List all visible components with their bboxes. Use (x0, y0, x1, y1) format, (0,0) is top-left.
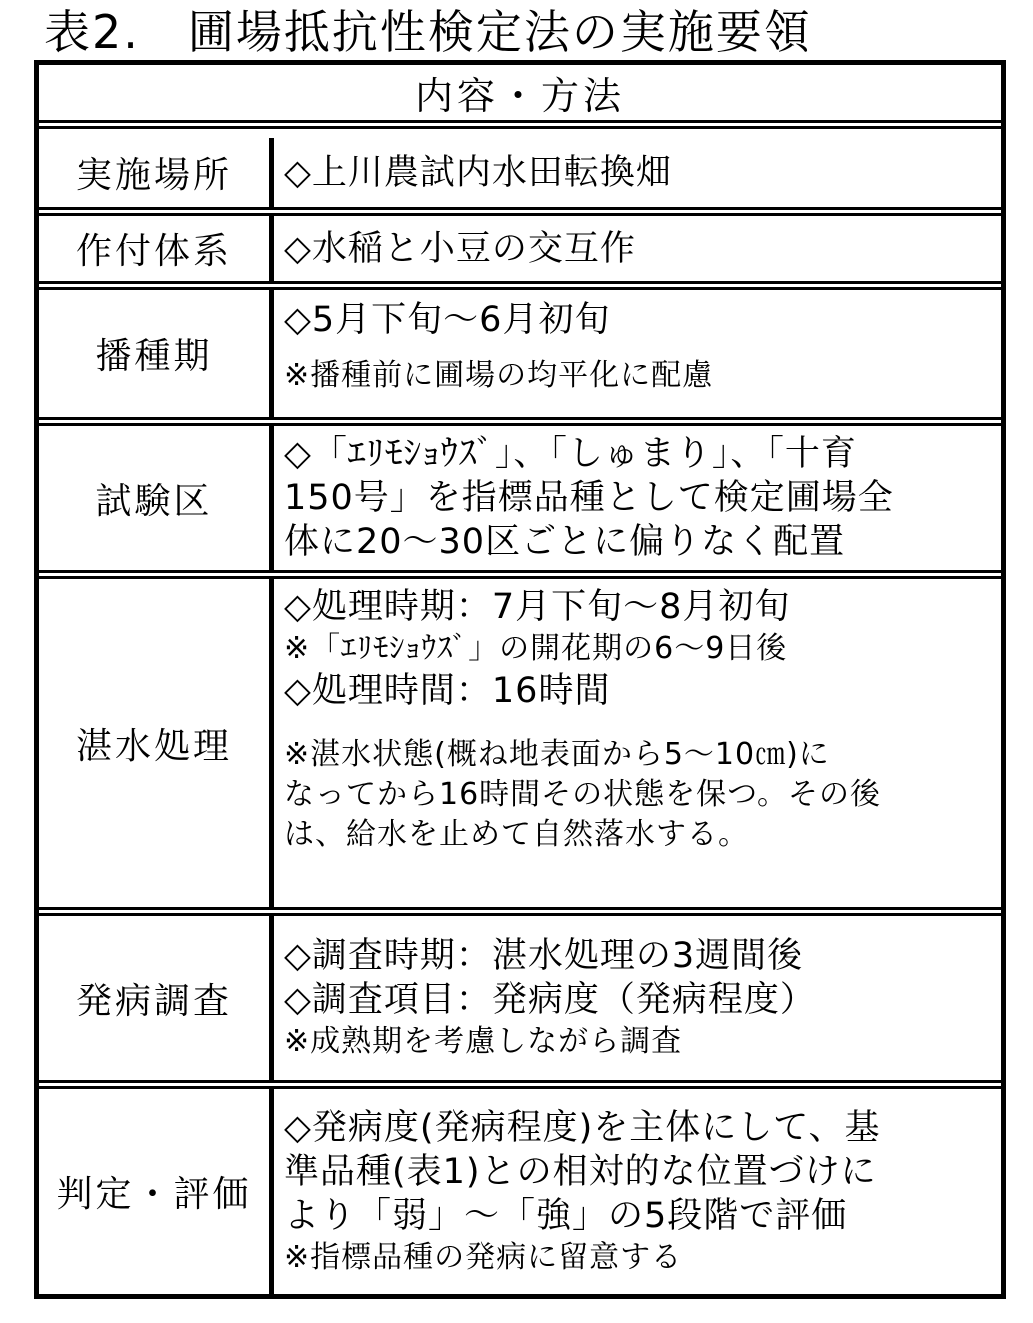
content-line: ※成熟期を考慮しながら調査 (284, 1024, 683, 1059)
row-label: 試験区 (39, 426, 274, 570)
row-content (274, 579, 1001, 907)
table-row (39, 207, 1001, 281)
content-line: なってから16時間その状態を保つ。その後 (284, 777, 881, 812)
content-line: ◇調査項目：発病度（発病程度） (284, 980, 816, 1020)
row-content (274, 138, 1001, 207)
row-content (274, 916, 1001, 1080)
row-label: 発病調査 (39, 916, 274, 1080)
content-line: ※湛水状態(概ね地表面から5～10㎝)に (284, 737, 830, 772)
content-line: ◇水稲と小豆の交互作 (284, 228, 636, 269)
content-line: 準品種(表1)との相対的な位置づけに (284, 1151, 877, 1192)
row-content (274, 290, 1001, 417)
content-line: ◇処理時間：16時間 (284, 671, 611, 711)
content-line: ◇処理時期：7月下旬～8月初旬 (284, 587, 791, 627)
table-row (39, 907, 1001, 1080)
content-line: ◇5月下旬～6月初旬 (284, 300, 611, 340)
row-label: 播種期 (39, 290, 274, 417)
table-title: 表2. 圃場抵抗性検定法の実施要領 (44, 5, 812, 59)
row-label: 作付体系 (39, 216, 274, 281)
table-header: 内容・方法 (39, 65, 1001, 129)
content-line: は、給水を止めて自然落水する。 (284, 817, 749, 852)
content-line: ◇調査時期：湛水処理の3週間後 (284, 936, 804, 976)
content-line: 体に20～30区ごとに偏りなく配置 (284, 522, 846, 562)
row-label: 実施場所 (39, 138, 274, 207)
row-content (274, 426, 1001, 570)
table-row (39, 138, 1001, 207)
content-line: ◇発病度(発病程度)を主体にして、基 (284, 1107, 881, 1148)
table-row (39, 281, 1001, 417)
row-label: 判定・評価 (39, 1089, 274, 1294)
method-table (34, 60, 1006, 1299)
table-row (39, 417, 1001, 570)
content-line: ◇「ｴﾘﾓｼｮｳｽﾞ」、「しゅまり」、「十育 (284, 434, 857, 474)
row-content (274, 1089, 1001, 1294)
content-line: ※指標品種の発病に留意する (284, 1239, 683, 1275)
table-body (39, 138, 1001, 1294)
content-line: ◇上川農試内水田転換畑 (284, 152, 672, 193)
row-label: 湛水処理 (39, 579, 274, 907)
content-line: より「弱」～「強」の5段階で評価 (284, 1195, 848, 1236)
content-line: ※「ｴﾘﾓｼｮｳｽﾞ」の開花期の6～9日後 (284, 631, 788, 666)
table-row (39, 570, 1001, 907)
row-content (274, 216, 1001, 281)
content-line: ※播種前に圃場の均平化に配慮 (284, 358, 714, 393)
table-row (39, 1080, 1001, 1294)
content-line: 150号」を指標品種として検定圃場全 (284, 478, 894, 518)
